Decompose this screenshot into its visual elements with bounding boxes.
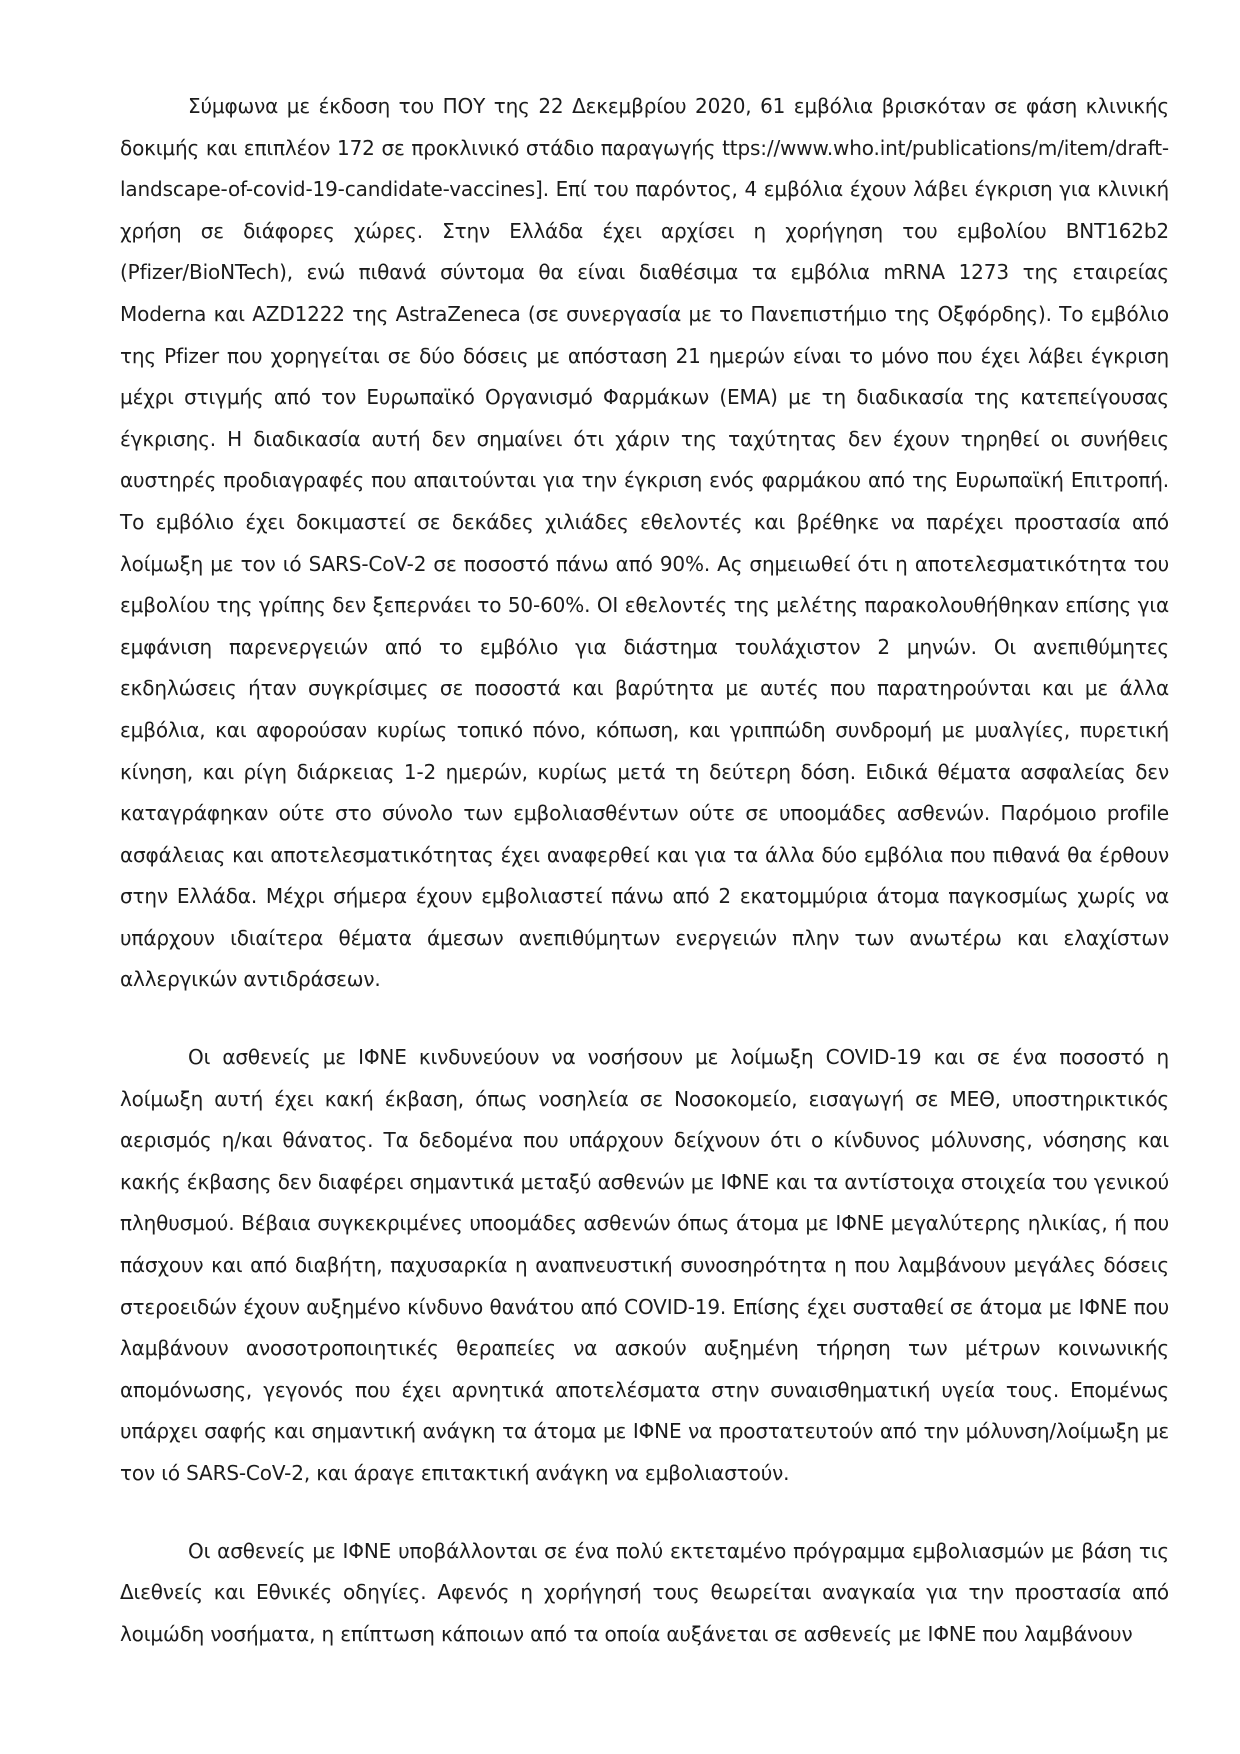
paragraph-vaccination-program: Οι ασθενείς με ΙΦΝΕ υποβάλλονται σε ένα πολύ εκτεταμένο πρόγραμμα εμβολιασμών με βάση τις Διεθνείς και Εθνικές οδηγίες. Αφενός η χορήγησή τους θεωρείται αναγκαία για την προστασία από λοιμώδη νοσήματα, η επίπτωση κάποιων από τα οποία αυξάνεται σε ασθενείς με ΙΦΝΕ που λαμβάνουν <box>120 1538 1169 1646</box>
paragraph-ibd-risk: Οι ασθενείς με ΙΦΝΕ κινδυνεύουν να νοσήσουν με λοίμωξη COVID-19 και σε ένα ποσοστό η λοίμωξη αυτή έχει κακή έκβαση, όπως νοσηλεία σε Νοσοκομείο, εισαγωγή σε ΜΕΘ, υποστηρικτικός αερισμός η/και θάνατος. Τα δεδομένα που υπάρχουν δείχνουν ότι ο κίνδυνος μόλυνσης, νόσησης και κακής έκβασης δεν διαφέρει σημαντικά μεταξύ ασθενών με ΙΦΝΕ και τα αντίστοιχα στοιχεία του γενικού πληθυσμού. Βέβαια συγκεκριμένες υποομάδες ασθενών όπως άτομα με ΙΦΝΕ μεγαλύτερης ηλικίας, ή που πάσχουν και από διαβήτη, παχυσαρκία η αναπνευστική συνοσηρότητα η που λαμβάνουν μεγάλες δόσεις στεροειδών έχουν αυξημένο κίνδυνο θανάτου από COVID-19. Επίσης έχει συσταθεί σε άτομα με ΙΦΝΕ που λαμβάνουν ανοσοτροποιητικές θεραπείες να ασκούν αυξημένη τήρηση των μέτρων κοινωνικής απομόνωσης, γεγονός που έχει αρνητικά αποτελέσματα στην συναισθηματική υγεία τους. Επομένως υπάρχει σαφής και σημαντική ανάγκη τα άτομα με ΙΦΝΕ να προστατευτούν από την μόλυνση/λοίμωξη με τον ιό SARS-CoV-2, και άραγε επιτακτική ανάγκη να εμβολιαστούν. <box>120 1045 1169 1485</box>
paragraph-vaccines-overview: Σύμφωνα με έκδοση του ΠΟΥ της 22 Δεκεμβρίου 2020, 61 εμβόλια βρισκόταν σε φάση κλινικής δοκιμής και επιπλέον 172 σε προκλινικό στάδιο παραγωγής ttps://www.who.int/publications/m/item/draft-landscape-of-covid-19-candidate-vaccines]. Επί του παρόντος, 4 εμβόλια έχουν λάβει έγκριση για κλινική χρήση σε διάφορες χώρες. Στην Ελλάδα έχει αρχίσει η χορήγηση του εμβολίου BNT162b2 (Pfizer/BioNTech), ενώ πιθανά σύντομα θα είναι διαθέσιμα τα εμβόλια mRNA 1273 της εταιρείας Moderna και AZD1222 της AstraZeneca (σε συνεργασία με το Πανεπιστήμιο της Οξφόρδης). Το εμβόλιο της Pfizer που χορηγείται σε δύο δόσεις με απόσταση 21 ημερών είναι το μόνο που έχει λάβει έγκριση μέχρι στιγμής από τον Ευρωπαϊκό Οργανισμό Φαρμάκων (EMA) με τη διαδικασία της κατεπείγουσας έγκρισης. Η διαδικασία αυτή δεν σημαίνει ότι χάριν της ταχύτητας δεν έχουν τηρηθεί οι συνήθεις αυστηρές προδιαγραφές που απαιτούνται για την έγκριση ενός φαρμάκου από της Ευρωπαϊκή Επιτροπή. Το εμβόλιο έχει δοκιμαστεί σε δεκάδες χιλιάδες εθελοντές και βρέθηκε να παρέχει προστασία από λοίμωξη με τον ιό SARS-CoV-2 σε ποσοστό πάνω από 90%. Ας σημειωθεί ότι η αποτελεσματικότητα του εμβολίου της γρίπης δεν ξεπερνάει το 50-60%. ΟΙ εθελοντές της μελέτης παρακολουθήθηκαν επίσης για εμφάνιση παρενεργειών από το εμβόλιο για διάστημα τουλάχιστον 2 μηνών. Οι ανεπιθύμητες εκδηλώσεις ήταν συγκρίσιμες σε ποσοστά και βαρύτητα με αυτές που παρατηρούνται και με άλλα εμβόλια, και αφορούσαν κυρίως τοπικό πόνο, κόπωση, και γριππώδη συνδρομή με μυαλγίες, πυρετική κίνηση, και ρίγη διάρκειας 1-2 ημερών, κυρίως μετά τη δεύτερη δόση. Ειδικά θέματα ασφαλείας δεν καταγράφηκαν ούτε στο σύνολο των εμβολιασθέντων ούτε σε υποομάδες ασθενών. Παρόμοιο profile ασφάλειας και αποτελεσματικότητας έχει αναφερθεί και για τα άλλα δύο εμβόλια που πιθανά θα έρθουν στην Ελλάδα. Μέχρι σήμερα έχουν εμβολιαστεί πάνω από 2 εκατομμύρια άτομα παγκοσμίως χωρίς να υπάρχουν ιδιαίτερα θέματα άμεσων ανεπιθύμητων ενεργειών πλην των ανωτέρω και ελαχίστων αλλεργικών αντιδράσεων. <box>120 94 1169 992</box>
